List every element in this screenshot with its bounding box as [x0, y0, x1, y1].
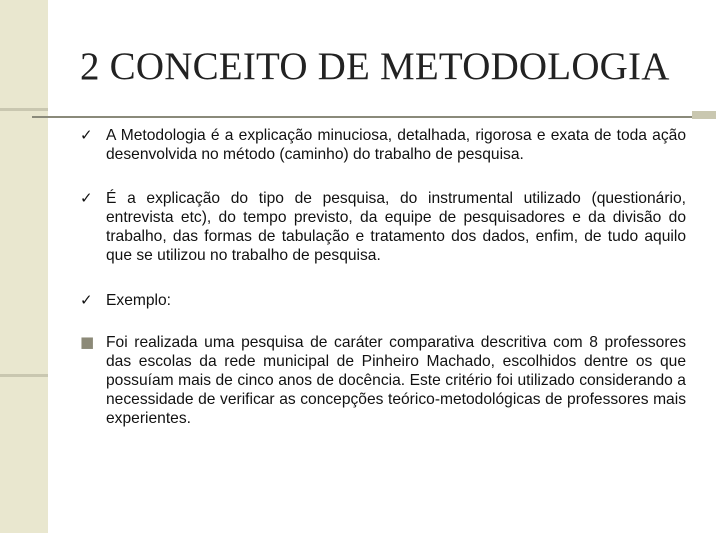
list-item-text: É a explicação do tipo de pesquisa, do instrumental utilizado (questionário, entrevista etc), do tempo previsto, da equipe de pesquisadores e da divisão do trabalho, das formas de tabulação e tratamento dos dados, enfim, de tudo aquilo que se utilizou no trabalho de pesquisa. — [106, 190, 686, 264]
list-item — [80, 333, 686, 428]
list-item-text: Foi realizada uma pesquisa de caráter comparativa descritiva com 8 professores das escolas da rede municipal de Pinheiro Machado, escolhidos dentre os que possuíam mais de cinco anos de docência. Este critério foi utilizado considerando a necessidade de verificar as concepções teórico-metodológicas de professores mais experientes. — [106, 334, 686, 427]
list-item — [80, 291, 686, 310]
square-bullet-icon: ■ — [80, 333, 95, 351]
slide-body — [80, 126, 686, 428]
checkmark-icon: ✓ — [80, 189, 93, 207]
list-item — [80, 189, 686, 265]
underline-tab — [692, 111, 716, 119]
list-item-text: A Metodologia é a explicação minuciosa, detalhada, rigorosa e exata de toda ação desenvolvida no método (caminho) do trabalho de pesquisa. — [106, 127, 686, 163]
slide-title: 2 CONCEITO DE METODOLOGIA — [80, 45, 670, 88]
checkmark-icon: ✓ — [80, 291, 93, 309]
list-item-text: Exemplo: — [106, 292, 172, 309]
list-item — [80, 126, 686, 164]
title-underline — [32, 116, 696, 118]
band-divider — [0, 374, 48, 377]
band-divider — [0, 108, 48, 111]
left-decorative-band — [0, 0, 48, 533]
checkmark-icon: ✓ — [80, 126, 93, 144]
